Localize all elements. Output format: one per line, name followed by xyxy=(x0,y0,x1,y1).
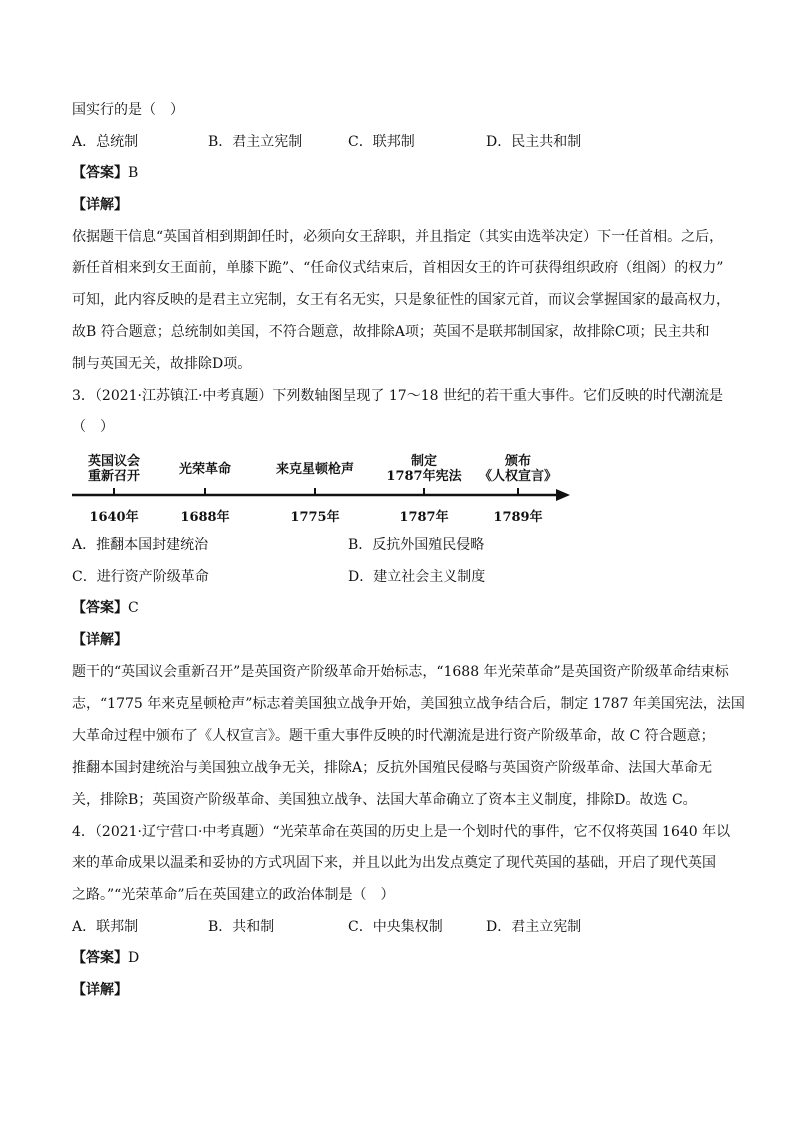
q3-option-c: C．进行资产阶级革命 xyxy=(72,569,209,585)
q2-option-a: A．总统制 xyxy=(72,134,139,150)
q3-detail-line: 推翻本国封建统治与美国独立战争无关，排除A；反抗外国殖民侵略与英国资产阶级革命、法国大革命无 xyxy=(72,760,713,776)
q3-option-a: A．推翻本国封建统治 xyxy=(72,537,209,553)
q3-detail-line: 志，“1775 年来克星顿枪声”标志着美国独立战争开始，美国独立战争结合后，制定 1787 年美国宪法，法国 xyxy=(72,696,745,712)
timeline-year: 1789年 xyxy=(493,510,543,525)
answer-tag: 【答案】 xyxy=(72,950,128,966)
q3-detail-line: 题干的“英国议会重新召开”是英国资产阶级革命开始标志，“1688 年光荣革命”是英国资产阶级革命结束标 xyxy=(72,664,729,680)
q2-detail-line: 新任首相来到女王面前，单膝下跪”、“任命仪式结束后，首相因女王的许可获得组织政府（组阁）的权力” xyxy=(72,260,724,276)
q4-option-b: B．共和制 xyxy=(208,919,275,935)
timeline-event-label: 制定 1787年宪法 xyxy=(386,454,462,484)
timeline-year: 1640年 xyxy=(89,510,139,525)
q4-option-d: D．君主立宪制 xyxy=(486,919,582,935)
answer-value: C xyxy=(128,600,139,616)
q2-option-b: B．君主立宪制 xyxy=(208,134,303,150)
q4-option-c: C．中央集权制 xyxy=(348,919,443,935)
answer-value: B xyxy=(128,165,139,181)
q2-detail-line: 依据题干信息“英国首相到期卸任时，必须向女王辞职，并且指定（其实由选举决定）下一任首相。之后， xyxy=(72,229,724,245)
timeline-year: 1688年 xyxy=(180,510,230,525)
timeline-year: 1775年 xyxy=(290,510,340,525)
q4-stem-line: 4．（2021·辽宁营口·中考真题）“光荣革命在英国的历史上是一个划时代的事件，它不仅将英国 1640 年以 xyxy=(72,824,731,840)
q4-stem-line: 之路。”“光荣革命”后在英国建立的政治体制是（ ） xyxy=(72,887,395,903)
timeline-event-label: 英国议会 重新召开 xyxy=(87,454,141,484)
q3-stem-line: （ ） xyxy=(72,419,114,435)
answer-value: D xyxy=(128,950,140,966)
q3-stem-line: 3．（2021·江苏镇江·中考真题）下列数轴图呈现了 17～18 世纪的若干重大事件。它们反映的时代潮流是 xyxy=(72,388,723,404)
timeline-event-label: 光荣革命 xyxy=(178,462,232,477)
q2-detail-tag: 【详解】 xyxy=(72,197,128,213)
q3-option-d: D．建立社会主义制度 xyxy=(348,569,486,585)
timeline-year: 1787年 xyxy=(399,510,449,525)
q2-option-d: D．民主共和制 xyxy=(486,134,582,150)
timeline-event-label: 颁布 《人权宣言》 xyxy=(478,454,558,484)
q2-answer xyxy=(72,163,138,183)
q3-detail-line: 关，排除B；英国资产阶级革命、美国独立战争、法国大革命确立了资本主义制度，排除D。故选 C。 xyxy=(72,792,697,808)
q4-stem-line: 来的革命成果以温柔和妥协的方式巩固下来，并且以此为出发点奠定了现代英国的基础，开启了现代英国 xyxy=(72,855,716,871)
q2-detail-line: 可知，此内容反映的是君主立宪制，女王有名无实，只是象征性的国家元首，而议会掌握国家的最高权力， xyxy=(72,292,730,308)
q2-detail-line: 制与英国无关，故排除D项。 xyxy=(72,356,252,372)
q2-stem-tail: 国实行的是（ ） xyxy=(72,102,184,118)
q4-option-a: A．联邦制 xyxy=(72,919,139,935)
timeline-figure xyxy=(70,448,580,528)
q3-option-b: B．反抗外国殖民侵略 xyxy=(348,537,485,553)
q2-option-c: C．联邦制 xyxy=(348,134,415,150)
answer-tag: 【答案】 xyxy=(72,165,128,181)
timeline-event-label: 来克星顿枪声 xyxy=(275,462,355,477)
q3-detail-tag: 【详解】 xyxy=(72,632,128,648)
answer-tag: 【答案】 xyxy=(72,600,128,616)
q4-answer xyxy=(72,948,139,968)
q3-answer xyxy=(72,598,139,618)
q4-detail-tag: 【详解】 xyxy=(72,982,128,998)
q2-detail-line: 故B 符合题意；总统制如美国，不符合题意，故排除A项；英国不是联邦制国家，故排除C项；民主共和 xyxy=(72,324,710,340)
q3-detail-line: 大革命过程中颁布了《人权宣言》。题干重大事件反映的时代潮流是进行资产阶级革命，故 C 符合题意； xyxy=(72,728,715,744)
